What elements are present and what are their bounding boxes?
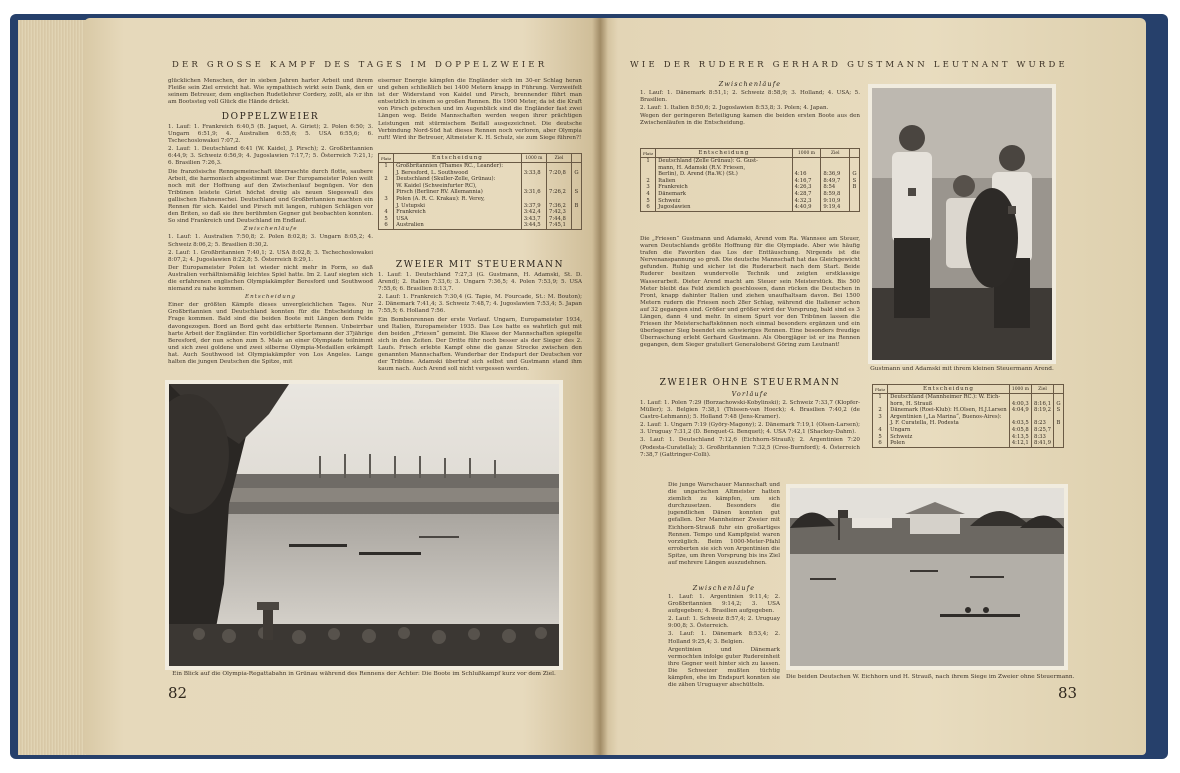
table-row <box>641 204 860 211</box>
table-cell-ziel: 8:36,9 <box>821 171 850 178</box>
table-cell-1000m: 4:16 <box>792 171 821 178</box>
table-cell-crew: Australien <box>394 222 522 229</box>
doppelzweier-ent-heading: Entscheidung <box>244 294 296 301</box>
table-cell-1000m: 4:04,9 <box>1009 407 1031 414</box>
table-cell-place: 5 <box>873 434 888 441</box>
regatta-photo-caption: Ein Blick auf die Olympia-Regattabahn in Grünau während des Rennens der Achter: Die Boote im Schlußkampf kurz vor dem Ziel. <box>172 671 556 677</box>
table-row <box>641 171 860 178</box>
doppelzweier-body: Die französische Renngemeinschaft überraschte durch flotte, saubere Arbeit, die harmonisch abgestimmt war. Der Europameister Polen weilt noch mit der Hoffnung auf den Zwischenlauf begnügen. Vor den Tribünen leistete Giriet höchst dreiig als neuen Siegeswall des gallischen Hahnenschei. Deutschland und Großbritannien machten ein Rennen für sich. Kaidel und Pirsch mit langen, ruhigen Schlägen vor den Briten, so daß sie ihre berühmten Gegner gut beobachten konnten. So sind Frankreich und Deutschland im Endlauf. <box>168 168 373 225</box>
table-row <box>641 178 860 185</box>
zweier-ohne-vorlaeufe <box>640 400 860 480</box>
table-row <box>641 191 860 198</box>
zweier-mit-vorlaeufe-2: 2. Lauf: 1. Frankreich 7:30,4 (G. Tapie, M. Fourcade, St.: M. Bouton); 2. Dänemark 7:41,4; 3. Schweiz 7:48,7; 4. Jugoslawien 7:53,4; 5. Japan 7:55,5; 6. Holland 7:56. <box>378 294 582 315</box>
table-header-title: Entscheidung <box>888 385 1010 394</box>
zweier-mit-body: Ein Bombenrennen der erste Vorlauf. Ungarn, Europameister 1934, und Italien, Europameister 1935. Das Los hatte es wahrlich gut mit den beiden „Friesen“ gemeint. Die Klasse der Mannschaften spiegelte sich in den Zeiten. Der Dritte führ noch besser als der Sieger des 2. Laufs. Frisch erlebte Kampf ohne die ganze Strecke zwischen den genannten Mannschaften. Wunderbar der Endspurt der Deutschen vor der Tribüne. Adamski übertraf sich selbst und Gustmann stand ihm kaum nach. Auch Arend soll nicht vergessen werden. <box>378 316 582 373</box>
table-cell-place: 4 <box>641 191 656 198</box>
table-header-place: Platz <box>641 149 656 158</box>
table-cell-place <box>873 401 888 408</box>
boats-photo-image <box>790 488 1064 666</box>
zweier-ohne-zw-heading: Zwischenläufe <box>692 584 756 592</box>
table-cell-place: 1 <box>873 394 888 401</box>
table-cell-crew: Argentinien („La Marina“, Buenos-Aires): <box>888 414 1010 421</box>
table-cell-crew: Schweiz <box>888 434 1010 441</box>
table-cell-ziel: 8:59,8 <box>821 191 850 198</box>
table-cell-1000m: 4:12,1 <box>1009 440 1031 447</box>
table-cell-place: 5 <box>379 216 394 223</box>
table-cell-1000m <box>1009 414 1031 421</box>
table-row <box>873 420 1064 427</box>
table-cell-ziel: 9:19,4 <box>821 204 850 211</box>
zweier-ohne-table <box>872 384 1064 448</box>
medal-icon <box>1054 440 1064 447</box>
table-cell-crew: Polen (A. R. C. Krakau): R. Verey, <box>394 196 522 203</box>
table-cell-place: 6 <box>873 440 888 447</box>
zweier-ohne-zw2: 2. Lauf: 1. Schweiz 8:57,4; 2. Uruguay 9:00,8; 3. Österreich. <box>668 616 780 630</box>
table-header-ziel: Ziel <box>821 149 850 158</box>
table-header-place: Platz <box>873 385 888 394</box>
doppelzweier-table <box>378 153 582 230</box>
book-gutter <box>592 18 608 755</box>
table-cell-crew: Ungarn <box>888 427 1010 434</box>
table-row <box>641 198 860 205</box>
table-row <box>379 216 582 223</box>
doppelzweier-zw-2: 2. Lauf: 1. Großbritannien 7:40,1; 2. USA 8:02,8; 3. Tschechoslowakei 8:07,2; 4. Jugoslawien 8:22,8; 5. Österreich 8:29,1. <box>168 249 373 263</box>
table-cell-1000m: 4:16,7 <box>792 178 821 185</box>
zweier-ohne-v2: 2. Lauf: 1. Ungarn 7:19 (Györy-Magony); 2. Dänemark 7:19,1 (Olsen-Larsen); 3. Uruguay 7:31,2 (D. Benquet-G. Benquet); 4. USA 7:42,1 (Shackey-Dahm). <box>640 422 860 436</box>
table-cell-1000m: 4:13,5 <box>1009 434 1031 441</box>
table-cell-crew: W. Kaidel (Schweinfurter RC), <box>394 183 522 190</box>
medal-icon <box>850 191 860 198</box>
table-cell-place: 4 <box>379 209 394 216</box>
doppelzweier-zw-1: 1. Lauf: 1. Australien 7:50,8; 2. Polen 8:02,8; 3. Ungarn 8:05,2; 4. Schweiz 8:06,2; 5. Brasilien 8:30,2. <box>168 234 373 248</box>
table-header-place: Platz <box>379 154 394 163</box>
zweier-mit-table <box>640 148 860 212</box>
table-cell-crew: Italien <box>656 178 792 185</box>
table-row <box>379 222 582 229</box>
table-row <box>379 163 582 170</box>
table-cell-ziel: 8:41,9 <box>1032 440 1054 447</box>
table-header-ziel: Ziel <box>1032 385 1054 394</box>
table-cell-1000m: 3:42,4 <box>521 209 546 216</box>
zweier-ohne-vorlaeufe-heading: Vorläufe <box>731 390 769 398</box>
table-cell-1000m <box>792 165 821 172</box>
medal-icon: G <box>1054 401 1064 408</box>
doppelzweier-heading: DOPPELZWEIER <box>221 112 320 122</box>
table-cell-place: 6 <box>641 204 656 211</box>
table-cell-place <box>379 170 394 177</box>
regatta-photo-image <box>169 384 559 666</box>
table-row <box>641 158 860 165</box>
table-cell-1000m <box>792 158 821 165</box>
table-row <box>873 434 1064 441</box>
table-row <box>873 414 1064 421</box>
table-row <box>641 184 860 191</box>
boats-photo <box>786 484 1068 670</box>
table-cell-crew: Polen <box>888 440 1010 447</box>
table-cell-crew: Deutschland (Zelle Grünau): G. Gust- <box>656 158 792 165</box>
table-cell-place: 6 <box>379 222 394 229</box>
table-cell-place <box>379 203 394 210</box>
medal-icon <box>1054 394 1064 401</box>
medal-icon <box>1054 414 1064 421</box>
athletes-photo-image <box>872 88 1052 360</box>
table-cell-1000m: 4:03,5 <box>1009 420 1031 427</box>
table-cell-ziel <box>546 183 571 190</box>
table-cell-ziel <box>821 158 850 165</box>
doppelzweier-results-1: 1. Lauf: 1. Frankreich 6:40,5 (B. Jaquet, A. Giriet); 2. Polen 6:50; 3. Ungarn 6:51,9; 4. Australien 6:55,6; 5. USA 6:55,6; 6. Tschechoslowakei 7:07,2. <box>168 124 373 145</box>
table-cell-place <box>873 420 888 427</box>
medal-icon <box>572 209 582 216</box>
athletes-photo-caption: Gustmann und Adamski mit ihrem kleinen Steuermann Arend. <box>870 366 1054 372</box>
table-cell-place <box>641 165 656 172</box>
table-cell-crew: Berlin), D. Arend (Ra.W.) (St.) <box>656 171 792 178</box>
table-cell-ziel: 8:16,1 <box>1032 401 1054 408</box>
table-cell-crew: Großbritannien (Thames RC., Leander): <box>394 163 522 170</box>
zweier-mit-vorlaeufe-1: 1. Lauf: 1. Deutschland 7:27,3 (G. Gustmann, H. Adamski, St. D. Arend); 2. Italien 7:33,6; 3. Ungarn 7:36,5; 4. Polen 7:53,9; 5. USA 7:55,6; 6. Brasilien 8:13,7. <box>378 272 582 293</box>
right-zw-1: 1. Lauf: 1. Dänemark 8:51,1; 2. Schweiz 8:58,9; 3. Holland; 4. USA; 5. Brasilien. <box>640 90 860 104</box>
left-col2-text: eiserner Energie kämpfen die Engländer sich im 30-er Schlag heran und gehen schließlich bei 1400 Metern knapp in Führung. Verzweifelt ist der Widerstand von Kaidel und Pirsch, brennender führt man entsetzlich in einem so großen Rennen. Bis 1900 Meter, da ist die Kraft von Pirsch gebrochen und im Augenblick sind die Engländer fast zwei Längen weg. Beide Mannschaften werden wegen ihrer prächtigen Leistungen mit stürmischem Beifall ausgezeichnet. Die deutsche Verbindung Nord-Süd hat dieses Rennen noch verloren, aber Olympia ruft! Wird ihr Betreuer, Altmeister K. H. Schulz, sie zum Siege führen?! <box>378 78 582 141</box>
table-cell-place <box>641 171 656 178</box>
table-cell-1000m: 3:33,8 <box>521 170 546 177</box>
table-cell-ziel <box>821 165 850 172</box>
medal-icon <box>850 198 860 205</box>
table-cell-place: 2 <box>873 407 888 414</box>
table-header-title: Entscheidung <box>394 154 522 163</box>
table-cell-ziel: 8:23 <box>1032 420 1054 427</box>
table-cell-ziel <box>546 196 571 203</box>
table-header-medal <box>1054 385 1064 394</box>
page-edges <box>18 20 88 755</box>
table-cell-ziel: 8:33 <box>1032 434 1054 441</box>
zweier-ohne-body: Die junge Warschauer Mannschaft und die ungarischen Altmeister hatten ziemlich zu kämpfen, um sich durchzusetzen. Besonders die jugendlichen Dänen konnten gut gefallen. Der Mannheimer Zweier mit Eichhorn-Strauß fuhr ein großartiges Rennen. Tempo und Kampfgeist waren vorzüglich. Beim 1000-Meter-Pfahl erroberten sie sich von Argentinien die Spitze, um ihren Vorsprung bis ins Ziel auf mehrere Längen auszudehnen. <box>668 482 780 567</box>
table-cell-crew: Frankreich <box>394 209 522 216</box>
table-cell-1000m: 3:31,6 <box>521 189 546 196</box>
zweier-mit-column <box>378 272 582 374</box>
boats-photo-caption: Die beiden Deutschen W. Eichhorn und H. Strauß, nach ihrem Siege im Zweier ohne Steuermann. <box>786 674 1075 680</box>
zweier-ohne-zw3: 3. Lauf: 1. Dänemark 8:53,4; 2. Holland 9:25,4; 3. Belgien. <box>668 631 780 645</box>
table-cell-ziel: 8:19,2 <box>1032 407 1054 414</box>
athletes-photo <box>868 84 1056 364</box>
table-cell-1000m <box>521 183 546 190</box>
left-running-head: DER GROSSE KAMPF DES TAGES IM DOPPELZWEIER <box>172 60 548 70</box>
table-header-title: Entscheidung <box>656 149 792 158</box>
table-cell-place: 1 <box>641 158 656 165</box>
table-cell-1000m: 4:40,9 <box>792 204 821 211</box>
medal-icon: S <box>850 178 860 185</box>
table-cell-1000m <box>521 163 546 170</box>
zweier-ohne-zw1: 1. Lauf: 1. Argentinien 9:11,4; 2. Großbritannien 9:14,2; 3. USA aufgegeben; 4. Brasilien aufgegeben. <box>668 594 780 615</box>
medal-icon: S <box>1054 407 1064 414</box>
table-cell-ziel <box>546 163 571 170</box>
table-header-1000: 1000 m <box>792 149 821 158</box>
table-cell-1000m: 4:32,3 <box>792 198 821 205</box>
table-cell-1000m: 4:05,8 <box>1009 427 1031 434</box>
table-cell-crew: Dänemark (Roei-Klub): H.Olsen, H.J.Larsen <box>888 407 1010 414</box>
medal-icon: G <box>850 171 860 178</box>
table-cell-ziel: 7:45,1 <box>546 222 571 229</box>
table-cell-1000m: 3:43,7 <box>521 216 546 223</box>
medal-icon <box>572 176 582 183</box>
table-cell-ziel: 8:49,7 <box>821 178 850 185</box>
table-cell-crew: J. F. Curatella, H. Podesta <box>888 420 1010 427</box>
table-cell-crew: Dänemark <box>656 191 792 198</box>
medal-icon: G <box>572 170 582 177</box>
table-header-1000: 1000 m <box>521 154 546 163</box>
table-cell-crew: USA <box>394 216 522 223</box>
medal-icon: S <box>572 189 582 196</box>
medal-icon <box>572 183 582 190</box>
medal-icon <box>572 216 582 223</box>
medal-icon <box>850 165 860 172</box>
table-cell-crew: J. Beresford, L. Southwood <box>394 170 522 177</box>
table-cell-1000m <box>521 196 546 203</box>
medal-icon: B <box>1054 420 1064 427</box>
table-cell-1000m: 3:44,5 <box>521 222 546 229</box>
zweier-ohne-heading: ZWEIER OHNE STEUERMANN <box>659 378 841 388</box>
zweier-ohne-zw-body: Argentinien und Dänemark vermochten infolge guter Rudereinheit ihre Gegner weit hinter sich zu lassen. Die Schweizer mußten tüchtig kämpfen, ehe im Endspurt konnten sie die zähen Uruguayer abschütteln. <box>668 646 780 689</box>
table-row <box>379 176 582 183</box>
table-row <box>873 407 1064 414</box>
table-row <box>873 440 1064 447</box>
table-cell-place: 3 <box>873 414 888 421</box>
table-cell-ziel <box>546 176 571 183</box>
table-header-ziel: Ziel <box>546 154 571 163</box>
medal-icon <box>1054 434 1064 441</box>
table-cell-crew: J. Ustupski <box>394 203 522 210</box>
table-row <box>873 427 1064 434</box>
table-cell-ziel: 7:42,3 <box>546 209 571 216</box>
table-cell-crew: Deutschland (Mannheimer RC.): W. Eich- <box>888 394 1010 401</box>
friesen-text: Die „Friesen“ Gustmann und Adamski, Arend vom Ra. Wannsee am Steuer, waren Deutschlands größte Hoffnung für die Olympiade. Aber wie häufig trafen die Favoriten das Los der Enttäuschung. Nirgends ist die Nervenanspannung so groß. Die deutsche Mannschaft hat das Gleichgewicht gefunden. Ruhig und sicher ist die Ruderarbeit nach dem Start. Beide Ruderer besitzen wundervolle Technik und zeigten erstklassige Wasserarbeit. Dieter Arend macht am Steuer sein Meisterstück. Bis 500 Meter bleibt das Feld ziemlich geschlossen, dann rücken die Deutschen in Front, knapp dahinter Italien und ziehen unaufhaltsam davon. Bei 1500 Metern rudern die Friesen noch 28er Schlag, während die Italiener schon auf 32 gegangen sind. Größer und größer wird der Vorsprung, bald sind es 3 Längen, dann 4 und mehr. In einem Spurt vor den Tribünen lassen die Friesen ihr Meisterschaftskönnen noch einmal besonders ergänzen und ein überlegener Sieg beendet ein schwieriges Rennen. Eine besonders freudige Überraschung erlebt Gerhard Gustmann. Als Obergjäger ist er ins Rennen gegangen, dem Sieger gratuliert Generaloberst Göring zum Leutnant! <box>640 236 860 349</box>
zweier-ohne-zw <box>668 594 780 690</box>
table-cell-ziel <box>1032 394 1054 401</box>
table-row <box>379 189 582 196</box>
medal-icon: B <box>572 203 582 210</box>
medal-icon: B <box>850 184 860 191</box>
table-cell-place: 5 <box>641 198 656 205</box>
table-cell-place: 3 <box>379 196 394 203</box>
right-zw-note: Wegen der geringeren Beteiligung kamen die beiden ersten Boote aus den Zwischenläufen in die Entscheidung. <box>640 113 860 127</box>
table-cell-ziel: 8:54 <box>821 184 850 191</box>
table-row <box>379 196 582 203</box>
doppelzweier-zw-heading: Zwischenläufe <box>243 226 298 233</box>
table-cell-place: 2 <box>641 178 656 185</box>
table-cell-crew: Frankreich <box>656 184 792 191</box>
right-zw-heading: Zwischenläufe <box>718 80 782 88</box>
doppelzweier-results-2: 2. Lauf: 1. Deutschland 6:41 (W. Kaidel, J. Pirsch); 2. Großbritannien 6:44,9; 3. Schweiz 6:56,9; 4. Jugoslawien 7:17,7; 5. Österreich 7:21,1; 6. Brasilien 7:26,3. <box>168 146 373 167</box>
table-cell-crew: Schweiz <box>656 198 792 205</box>
table-cell-1000m: 4:26,3 <box>792 184 821 191</box>
table-cell-ziel: 8:25,7 <box>1032 427 1054 434</box>
zweier-ohne-v1: 1. Lauf: 1. Polen 7:29 (Borzachowski-Kobylinski); 2. Schweiz 7:33,7 (Klopfer-Müller); 3. Belgien 7:38,1 (Thissen-van Hoeck); 4. Brasilien 7:40,2 (de Castro-Lehmann); 5. Holland 7:48 (Jens-Kramer). <box>640 400 860 421</box>
table-cell-place <box>379 183 394 190</box>
table-cell-1000m <box>1009 394 1031 401</box>
right-page-number: 83 <box>1058 684 1078 702</box>
zweier-mit-heading: ZWEIER MIT STEUERMANN <box>395 260 565 270</box>
table-cell-crew: horn, H. Strauß <box>888 401 1010 408</box>
table-cell-crew: Deutschland (Skuller-Zelle, Grünau): <box>394 176 522 183</box>
table-header-medal <box>850 149 860 158</box>
doppelzweier-ent-body: Einer der größten Kämpfe dieses unvergleichlichen Tages. Nur Großbritannien und Deutschland konnten für die Entscheidung in Frage kommen. Bald sind die beiden Boote mit Längen dem Felde davongezogen. Bord an Bord geht das erbitterte Rennen. Unbeirrbar harte Arbeit der Engländer. Ein vorbildlicher Sportsmann der 37jährige Beresford, der nun schon zum 5. Male an einer Olympiade teilnimmt und sich zwei goldene und zwei silberne Olympia-Medaillen erkämpft hat. Auch Southwood ist Olympiakämpfer von Los Angeles. Lange halten die jungen Deutschen die Spitze, mit <box>168 302 373 365</box>
table-cell-crew: mann, H. Adamski (R.V. Friesen, <box>656 165 792 172</box>
table-cell-place <box>379 189 394 196</box>
medal-icon <box>1054 427 1064 434</box>
table-cell-place: 3 <box>641 184 656 191</box>
right-zw-2: 2. Lauf: 1. Italien 8:50,6; 2. Jugoslawien 8:53,8; 3. Polen; 4. Japan. <box>640 105 829 112</box>
table-row <box>379 203 582 210</box>
right-running-head: WIE DER RUDERER GERHARD GUSTMANN LEUTNANT WURDE <box>630 60 1068 70</box>
medal-icon <box>572 196 582 203</box>
table-cell-ziel: 7:20,8 <box>546 170 571 177</box>
table-cell-ziel <box>1032 414 1054 421</box>
zweier-ohne-v3: 3. Lauf: 1. Deutschland 7:12,6 (Eichhorn-Strauß); 2. Argentinien 7:20 (Podesta-Curatella); 3. Großbritannien 7:32,5 (Cree-Burnford); 4. Österreich 7:38,7 (Gattringer-Colli). <box>640 437 860 458</box>
left-intro-text: glücklichen Menschen, der in sieben Jahren harter Arbeit und ihrem Fleiße sein Ziel erreicht hat. Wie sympathisch wirkt sein Dank, den er seinem Betreuer, dem englischen Rudetlehrer Cordery, zollt, als er ihn am Bootssteg voll Glück die Hände drückt. <box>168 78 373 106</box>
table-row <box>379 209 582 216</box>
table-cell-crew: Jugoslawien <box>656 204 792 211</box>
medal-icon <box>572 222 582 229</box>
table-header-1000: 1000 m <box>1009 385 1031 394</box>
medal-icon <box>850 158 860 165</box>
table-cell-ziel: 7:26,2 <box>546 189 571 196</box>
medal-icon <box>572 163 582 170</box>
table-cell-ziel: 7:36,2 <box>546 203 571 210</box>
table-cell-ziel: 9:10,9 <box>821 198 850 205</box>
right-zw-column <box>640 90 860 142</box>
table-cell-place: 4 <box>873 427 888 434</box>
table-header-medal <box>572 154 582 163</box>
table-cell-1000m <box>521 176 546 183</box>
table-cell-crew: Pirsch (Berliner RV. Allemannia) <box>394 189 522 196</box>
regatta-photo <box>165 380 563 670</box>
left-page-number: 82 <box>168 684 188 702</box>
table-cell-place: 1 <box>379 163 394 170</box>
table-cell-1000m: 3:37,9 <box>521 203 546 210</box>
table-cell-1000m: 4:00,3 <box>1009 401 1031 408</box>
medal-icon <box>850 204 860 211</box>
table-cell-place: 2 <box>379 176 394 183</box>
table-cell-1000m: 4:28,7 <box>792 191 821 198</box>
table-row <box>873 394 1064 401</box>
table-cell-ziel: 7:44,8 <box>546 216 571 223</box>
doppelzweier-zw-body: Der Europameister Polen ist wieder nicht mehr in Form, so daß Australien verhältnismäßig leichtes Spiel hatte. Im 2. Lauf siegten sich die erfahrenen englischen Olympiakämpfer Beresford und Southwood niemand zu nahe kommen. <box>168 264 373 293</box>
